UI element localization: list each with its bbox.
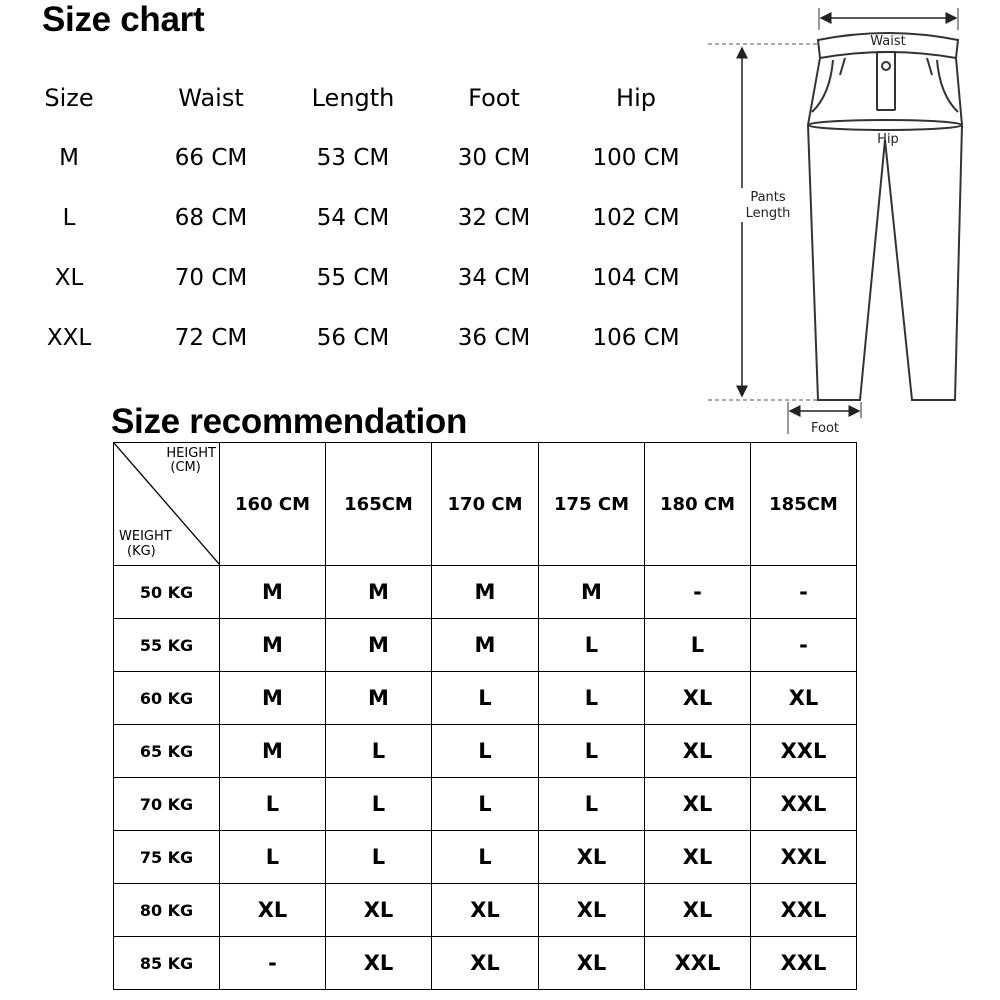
recommended-size-cell: XL xyxy=(645,725,751,778)
height-column-header: 175 CM xyxy=(539,443,645,566)
size-chart-header: Hip xyxy=(616,84,656,112)
table-row xyxy=(114,884,857,937)
pants-measurement-diagram xyxy=(700,0,1000,440)
recommended-size-cell: M xyxy=(326,566,432,619)
size-recommendation-title: Size recommendation xyxy=(111,402,468,441)
recommended-size-cell: XXL xyxy=(751,778,857,831)
recommended-size-cell: L xyxy=(539,778,645,831)
pants-length-label-2: Length xyxy=(745,206,791,221)
size-chart-value: 68 CM xyxy=(174,205,248,231)
size-chart-value: 104 CM xyxy=(592,265,680,291)
recommended-size-cell: M xyxy=(220,566,326,619)
height-column-header: 180 CM xyxy=(645,443,751,566)
recommended-size-cell: - xyxy=(751,566,857,619)
size-chart-value: 100 CM xyxy=(592,145,680,171)
recommended-size-cell: XXL xyxy=(751,884,857,937)
size-chart-value: 53 CM xyxy=(316,145,390,171)
size-chart-value: 55 CM xyxy=(316,265,390,291)
recommended-size-cell: XXL xyxy=(751,725,857,778)
weight-row-header: 60 KG xyxy=(114,672,220,725)
height-label-line2: (CM) xyxy=(170,460,201,475)
table-row xyxy=(114,619,857,672)
recommended-size-cell: L xyxy=(326,831,432,884)
weight-label-line2: (KG) xyxy=(127,544,156,559)
size-chart-size: L xyxy=(62,205,76,231)
recommended-size-cell: L xyxy=(220,778,326,831)
size-chart-title: Size chart xyxy=(42,0,205,39)
recommended-size-cell: XL xyxy=(326,937,432,990)
height-label-line1: HEIGHT xyxy=(166,446,216,461)
table-header-row xyxy=(114,443,857,566)
recommended-size-cell: XL xyxy=(432,937,539,990)
recommended-size-cell: M xyxy=(432,566,539,619)
height-column-header: 170 CM xyxy=(432,443,539,566)
table-row xyxy=(114,831,857,884)
waist-label: Waist xyxy=(870,34,906,49)
table-row xyxy=(114,778,857,831)
size-chart-value: 36 CM xyxy=(457,325,531,351)
size-chart-value: 102 CM xyxy=(592,205,680,231)
weight-row-header: 85 KG xyxy=(114,937,220,990)
recommended-size-cell: L xyxy=(220,831,326,884)
weight-row-header: 55 KG xyxy=(114,619,220,672)
size-chart-size: XXL xyxy=(46,325,92,351)
foot-measure xyxy=(788,402,861,436)
recommended-size-cell: M xyxy=(220,672,326,725)
recommended-size-cell: XL xyxy=(539,831,645,884)
recommended-size-cell: - xyxy=(645,566,751,619)
recommended-size-cell: L xyxy=(432,725,539,778)
size-recommendation-table xyxy=(113,442,857,990)
table-row xyxy=(114,937,857,990)
recommended-size-cell: XL xyxy=(645,672,751,725)
pants-length-label-1: Pants xyxy=(750,190,786,205)
weight-row-header: 75 KG xyxy=(114,831,220,884)
size-chart-value: 32 CM xyxy=(457,205,531,231)
size-chart-value: 72 CM xyxy=(174,325,248,351)
recommended-size-cell: M xyxy=(326,672,432,725)
table-row xyxy=(114,672,857,725)
size-chart-value: 56 CM xyxy=(316,325,390,351)
recommended-size-cell: XL xyxy=(751,672,857,725)
pants-length-measure xyxy=(708,44,818,400)
recommended-size-cell: L xyxy=(539,725,645,778)
weight-row-header: 50 KG xyxy=(114,566,220,619)
recommended-size-cell: L xyxy=(539,619,645,672)
size-chart-value: 106 CM xyxy=(592,325,680,351)
recommended-size-cell: XL xyxy=(432,884,539,937)
size-chart-size: XL xyxy=(54,265,84,291)
table-row xyxy=(114,566,857,619)
weight-row-header: 65 KG xyxy=(114,725,220,778)
hip-label: Hip xyxy=(877,132,899,147)
weight-row-header: 70 KG xyxy=(114,778,220,831)
recommended-size-cell: XXL xyxy=(751,831,857,884)
recommended-size-cell: XL xyxy=(326,884,432,937)
height-axis-label xyxy=(166,447,216,475)
recommended-size-cell: L xyxy=(326,725,432,778)
recommended-size-cell: M xyxy=(432,619,539,672)
size-chart-value: 70 CM xyxy=(174,265,248,291)
waist-measure xyxy=(819,8,958,49)
recommended-size-cell: L xyxy=(432,672,539,725)
size-chart-value: 66 CM xyxy=(174,145,248,171)
weight-row-header: 80 KG xyxy=(114,884,220,937)
table-corner-cell xyxy=(114,443,220,566)
height-column-header: 160 CM xyxy=(220,443,326,566)
recommended-size-cell: - xyxy=(751,619,857,672)
recommended-size-cell: M xyxy=(220,725,326,778)
height-column-header: 165CM xyxy=(326,443,432,566)
size-chart-header: Foot xyxy=(468,84,520,112)
size-chart-header: Size xyxy=(44,84,94,112)
size-chart-size: M xyxy=(59,145,79,171)
table-row xyxy=(114,725,857,778)
recommended-size-cell: - xyxy=(220,937,326,990)
recommended-size-cell: L xyxy=(539,672,645,725)
pants-outline xyxy=(808,33,962,400)
size-chart-header: Length xyxy=(311,84,395,112)
size-chart-header: Waist xyxy=(178,84,244,112)
recommended-size-cell: L xyxy=(432,831,539,884)
size-chart-value: 34 CM xyxy=(457,265,531,291)
recommended-size-cell: M xyxy=(539,566,645,619)
recommended-size-cell: L xyxy=(645,619,751,672)
recommended-size-cell: XL xyxy=(220,884,326,937)
size-chart-value: 30 CM xyxy=(457,145,531,171)
recommended-size-cell: XL xyxy=(539,937,645,990)
recommended-size-cell: XL xyxy=(645,884,751,937)
height-column-header: 185CM xyxy=(751,443,857,566)
foot-label: Foot xyxy=(810,421,840,436)
recommended-size-cell: L xyxy=(326,778,432,831)
size-chart-value: 54 CM xyxy=(316,205,390,231)
recommended-size-cell: XL xyxy=(645,778,751,831)
weight-axis-label xyxy=(119,529,172,559)
recommended-size-cell: XXL xyxy=(751,937,857,990)
recommended-size-cell: XL xyxy=(539,884,645,937)
recommended-size-cell: XL xyxy=(645,831,751,884)
recommended-size-cell: M xyxy=(326,619,432,672)
recommended-size-cell: XXL xyxy=(645,937,751,990)
recommended-size-cell: M xyxy=(220,619,326,672)
weight-label-line1: WEIGHT xyxy=(119,529,172,544)
recommended-size-cell: L xyxy=(432,778,539,831)
